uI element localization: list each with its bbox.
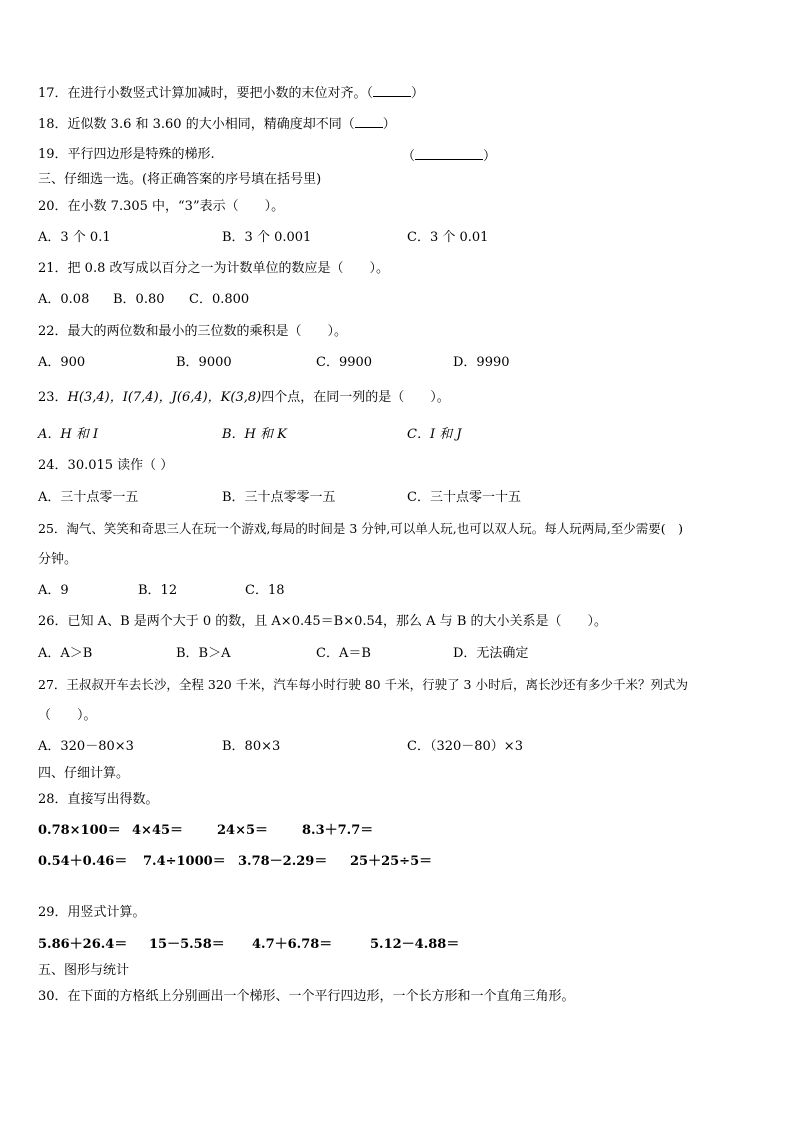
question-23 bbox=[38, 390, 450, 406]
option-a[interactable]: A．3 个 0.1 bbox=[38, 230, 111, 245]
question-22-text: 22．最大的两位数和最小的三位数的乘积是（ ）。 bbox=[38, 324, 348, 339]
answer-blank[interactable] bbox=[373, 84, 411, 97]
answer-blank[interactable] bbox=[415, 147, 483, 160]
calc-item: 0.54＋0.46＝ bbox=[38, 854, 128, 869]
close-paren: ） bbox=[382, 117, 396, 132]
question-20-text: 20．在小数 7.305 中，“3”表示（ ）。 bbox=[38, 199, 285, 214]
option-a[interactable]: A．A＞B bbox=[38, 646, 93, 661]
option-a[interactable]: A．三十点零一五 bbox=[38, 490, 139, 505]
option-c[interactable]: C．三十点零一十五 bbox=[407, 490, 521, 505]
option-c[interactable]: C．I 和 J bbox=[407, 427, 462, 442]
option-c[interactable]: C．0.800 bbox=[189, 292, 250, 307]
question-25-text-continued: 分钟。 bbox=[38, 552, 78, 567]
question-19 bbox=[38, 147, 215, 163]
option-b[interactable]: B．3 个 0.001 bbox=[222, 230, 312, 245]
section-4-heading: 四、仔细计算。 bbox=[38, 766, 130, 781]
option-b[interactable]: B．H 和 K bbox=[222, 427, 287, 442]
close-paren: ） bbox=[411, 86, 425, 101]
question-17 bbox=[38, 84, 424, 102]
question-23-number: 23． bbox=[38, 390, 68, 405]
question-23-text: 四个点，在同一列的是（ ）。 bbox=[261, 390, 450, 405]
question-27-text-continued: （ ）。 bbox=[38, 708, 97, 723]
calc-item: 4×45＝ bbox=[132, 823, 184, 838]
option-b[interactable]: B．12 bbox=[138, 583, 178, 598]
question-28-text: 28．直接写出得数。 bbox=[38, 792, 159, 807]
option-c[interactable]: C．A＝B bbox=[316, 646, 371, 661]
question-24-text: 24．30.015 读作（ ） bbox=[38, 458, 174, 473]
option-c[interactable]: C．（320－80）×3 bbox=[407, 739, 523, 754]
section-3-heading: 三、仔细选一选。(将正确答案的序号填在括号里) bbox=[38, 172, 322, 187]
question-17-text: 17．在进行小数竖式计算加减时，要把小数的末位对齐。（ bbox=[38, 86, 374, 101]
option-b[interactable]: B．B＞A bbox=[176, 646, 231, 661]
calc-item: 5.12－4.88＝ bbox=[370, 937, 460, 952]
question-18-text: 18．近似数 3.6 和 3.60 的大小相同，精确度却不同（ bbox=[38, 117, 355, 132]
question-27-text: 27．王叔叔开车去长沙，全程 320 千米，汽车每小时行驶 80 千米，行驶了 3 小时后，离长沙还有多少千米？列式为 bbox=[38, 677, 688, 692]
section-5-heading: 五、图形与统计 bbox=[38, 963, 130, 978]
calc-item: 7.4÷1000＝ bbox=[143, 854, 226, 869]
option-c[interactable]: C．9900 bbox=[316, 355, 373, 370]
option-a[interactable]: A．900 bbox=[38, 355, 86, 370]
calc-item: 25＋25÷5＝ bbox=[350, 854, 433, 869]
calc-item: 3.78－2.29＝ bbox=[238, 854, 328, 869]
calc-item: 4.7＋6.78＝ bbox=[252, 937, 333, 952]
option-c[interactable]: C．18 bbox=[245, 583, 285, 598]
option-a[interactable]: A．320－80×3 bbox=[38, 739, 134, 754]
option-c[interactable]: C．3 个 0.01 bbox=[407, 230, 489, 245]
calc-item: 24×5＝ bbox=[217, 823, 269, 838]
option-d[interactable]: D．无法确定 bbox=[453, 646, 529, 661]
option-b[interactable]: B．80×3 bbox=[222, 739, 281, 754]
open-paren: （ bbox=[402, 149, 416, 164]
question-21-text: 21．把 0.8 改写成以百分之一为计数单位的数应是（ ）。 bbox=[38, 261, 389, 276]
question-19-text: 19．平行四边形是特殊的梯形. bbox=[38, 147, 215, 162]
question-18 bbox=[38, 115, 396, 133]
calc-item: 15－5.58＝ bbox=[149, 937, 225, 952]
question-23-points: H(3,4)，I(7,4)，J(6,4)，K(3,8) bbox=[67, 390, 262, 405]
calc-item: 8.3＋7.7＝ bbox=[302, 823, 374, 838]
question-26-text: 26．已知 A、B 是两个大于 0 的数，且 A×0.45＝B×0.54，那么 A 与 B 的大小关系是（ ）。 bbox=[38, 614, 608, 629]
question-29-text: 29．用竖式计算。 bbox=[38, 905, 146, 920]
calc-item: 5.86＋26.4＝ bbox=[38, 937, 128, 952]
option-a[interactable]: A．9 bbox=[38, 583, 69, 598]
option-b[interactable]: B．0.80 bbox=[113, 292, 165, 307]
option-d[interactable]: D．9990 bbox=[453, 355, 510, 370]
option-a[interactable]: A．H 和 I bbox=[38, 427, 99, 442]
question-30-text: 30．在下面的方格纸上分别画出一个梯形、一个平行四边形，一个长方形和一个直角三角形。 bbox=[38, 989, 575, 1004]
answer-blank[interactable] bbox=[355, 115, 383, 128]
option-a[interactable]: A．0.08 bbox=[38, 292, 90, 307]
option-b[interactable]: B．9000 bbox=[176, 355, 232, 370]
option-b[interactable]: B．三十点零零一五 bbox=[222, 490, 336, 505]
question-19-answer bbox=[402, 147, 496, 165]
question-25-text: 25．淘气、笑笑和奇思三人在玩一个游戏,每局的时间是 3 分钟,可以单人玩,也可以双人玩。每人玩两局,至少需要( ) bbox=[38, 521, 683, 536]
close-paren: ） bbox=[483, 149, 497, 164]
calc-item: 0.78×100＝ bbox=[38, 823, 121, 838]
